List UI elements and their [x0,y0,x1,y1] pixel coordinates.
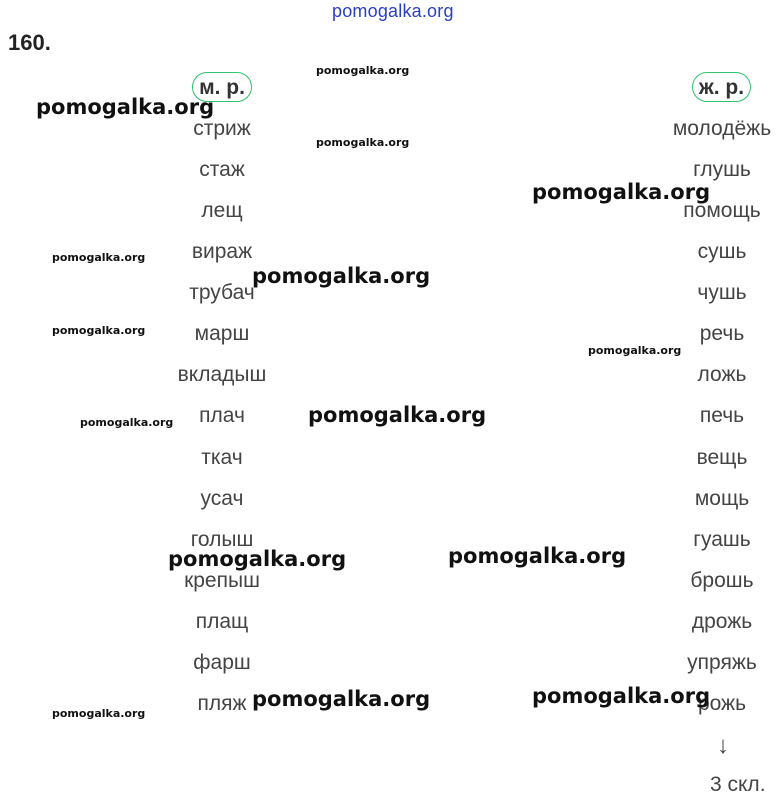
exercise-number: 160. [8,30,51,55]
masculine-word: пляж [197,692,247,715]
watermark: pomogalka.org [52,324,146,337]
feminine-word: чушь [697,281,747,304]
masculine-word: стриж [193,117,251,140]
watermark: pomogalka.org [252,264,431,288]
masculine-word: вираж [191,240,253,263]
feminine-word: рожь [697,692,747,715]
feminine-word: упряжь [687,651,757,674]
feminine-word: речь [699,322,745,345]
watermark: pomogalka.org [316,64,410,77]
header-watermark: pomogalka.org [332,1,454,21]
watermark: pomogalka.org [80,416,174,429]
feminine-label: ж. р. [692,72,751,102]
watermark: pomogalka.org [52,707,146,720]
watermark: pomogalka.org [532,180,711,204]
watermark: pomogalka.org [448,544,627,568]
feminine-word: мощь [694,487,750,510]
masculine-word: плащ [195,610,249,633]
masculine-word: марш [194,322,250,345]
masculine-word: трубач [189,281,255,304]
masculine-word: стаж [199,158,245,181]
down-arrow-icon: ↓ [717,732,729,759]
feminine-word: брошь [690,569,754,592]
watermark: pomogalka.org [252,687,431,711]
feminine-word: помощь [683,199,761,222]
masculine-label: м. р. [192,72,252,102]
feminine-word: сушь [697,240,747,263]
declension-note: 3 скл. [710,773,766,796]
watermark: pomogalka.org [532,684,711,708]
masculine-word: вкладыш [177,363,267,386]
feminine-word: дрожь [691,610,753,633]
watermark: pomogalka.org [52,251,146,264]
watermark: pomogalka.org [168,547,347,571]
masculine-word: фарш [193,651,251,674]
masculine-word: голыш [190,528,254,551]
watermark: pomogalka.org [588,344,682,357]
feminine-word: ложь [697,363,747,386]
feminine-word: глушь [693,158,751,181]
feminine-word: печь [699,404,745,427]
masculine-word: ткач [201,446,243,469]
masculine-word: крепыш [184,569,260,592]
feminine-word: вещь [696,446,748,469]
feminine-word: молодёжь [672,117,772,140]
masculine-word: усач [200,487,244,510]
feminine-word: гуашь [693,528,751,551]
masculine-word: плач [199,404,245,427]
watermark: pomogalka.org [316,136,410,149]
watermark: pomogalka.org [36,95,215,119]
watermark: pomogalka.org [308,403,487,427]
masculine-word: лещ [201,199,243,222]
